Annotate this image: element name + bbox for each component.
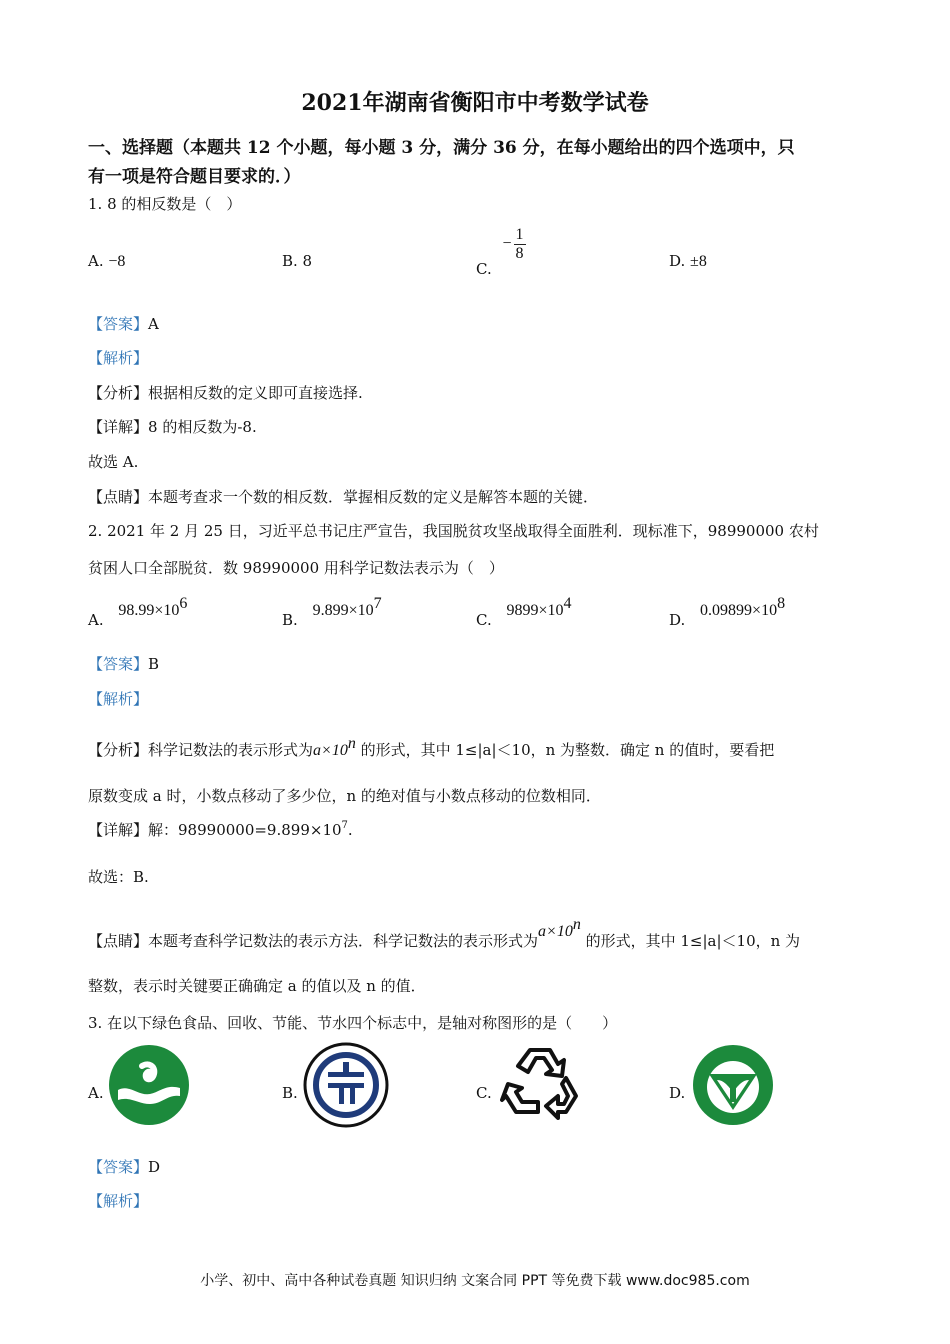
q2-answer: 【答案】B (88, 655, 160, 673)
q1-detail: 【详解】8 的相反数为-8. (88, 418, 257, 436)
q3-option-c-label: C. (476, 1084, 492, 1102)
energy-saving-logo-icon (303, 1042, 389, 1128)
section-heading-line2: 有一项是符合题目要求的．） (88, 167, 301, 187)
q1-analysis-tag: 【解析】 (88, 349, 149, 367)
q3-analysis-tag: 【解析】 (88, 1192, 149, 1210)
q1-option-b: B. 8 (282, 252, 313, 270)
q2-choose: 故选：B. (88, 868, 149, 886)
q1-option-d: D. ±8 (669, 252, 707, 270)
page-footer: 小学、初中、高中各种试卷真题 知识归纳 文案合同 PPT 等免费下载 www.doc985.com (200, 1273, 750, 1289)
q1-choose: 故选 A. (88, 453, 139, 471)
q3-option-a-label: A. (88, 1084, 104, 1102)
q2-option-c: C. $9899\times 10^4$ (476, 595, 572, 629)
q2-stem-line2: 贫困人口全部脱贫．数 98990000 用科学记数法表示为（ ） (88, 559, 504, 577)
q1-option-c: C. − $\frac{1}{8}$ (476, 226, 524, 279)
q2-fenxi-line2: 原数变成 a 时，小数点移动了多少位，n 的绝对值与小数点移动的位数相同． (88, 787, 601, 805)
q2-option-d: D. $0.09899\times 10^8$ (669, 595, 786, 629)
q1-stem: 1. 8 的相反数是（ ） (88, 195, 242, 213)
q2-detail: 【详解】解：$98990000=9.899\times 10^7$. (88, 820, 353, 839)
recycle-logo-icon (500, 1044, 580, 1120)
q2-comment-line2: 整数，表示时关键要正确确定 a 的值以及 n 的值． (88, 977, 426, 995)
q2-comment-line1: 【点睛】本题考查科学记数法的表示方法．科学记数法的表示形式为$a\times 10^n$ 的形式，其中 1≤|a|＜10，n 为 (88, 916, 801, 950)
green-food-logo-icon (108, 1044, 190, 1126)
q3-answer: 【答案】D (88, 1158, 161, 1176)
q2-option-b: B. $9.899\times 10^7$ (282, 595, 382, 629)
q3-stem: 3. 在以下绿色食品、回收、节能、节水四个标志中，是轴对称图形的是（ ） (88, 1014, 618, 1032)
q1-comment: 【点睛】本题考查求一个数的相反数．掌握相反数的定义是解答本题的关键． (88, 488, 599, 506)
q2-stem-line1: 2. 2021 年 2 月 25 日，习近平总书记庄严宣告，我国脱贫攻坚战取得全面胜利．现标准下，98990000 农村 (88, 522, 819, 540)
q3-option-b-label: B. (282, 1084, 298, 1102)
section-heading-line1: 一、选择题（本题共 12 个小题，每小题 3 分，满分 36 分，在每小题给出的四个选项中，只 (88, 138, 795, 158)
water-saving-logo-icon (692, 1044, 774, 1126)
q2-fenxi-line1: 【分析】科学记数法的表示形式为$a\times 10^n$ 的形式，其中 1≤|a|＜10，n 为整数．确定 n 的值时，要看把 (88, 735, 775, 759)
page-title: 2021年湖南省衡阳市中考数学试卷 (301, 90, 649, 116)
q1-answer: 【答案】A (88, 315, 159, 333)
q2-analysis-tag: 【解析】 (88, 690, 149, 708)
q3-option-d-label: D. (669, 1084, 686, 1102)
q2-option-a: A. $98.99\times 10^6$ (88, 595, 188, 629)
q1-option-a: A. −8 (88, 252, 126, 270)
q1-fenxi: 【分析】根据相反数的定义即可直接选择. (88, 384, 363, 402)
